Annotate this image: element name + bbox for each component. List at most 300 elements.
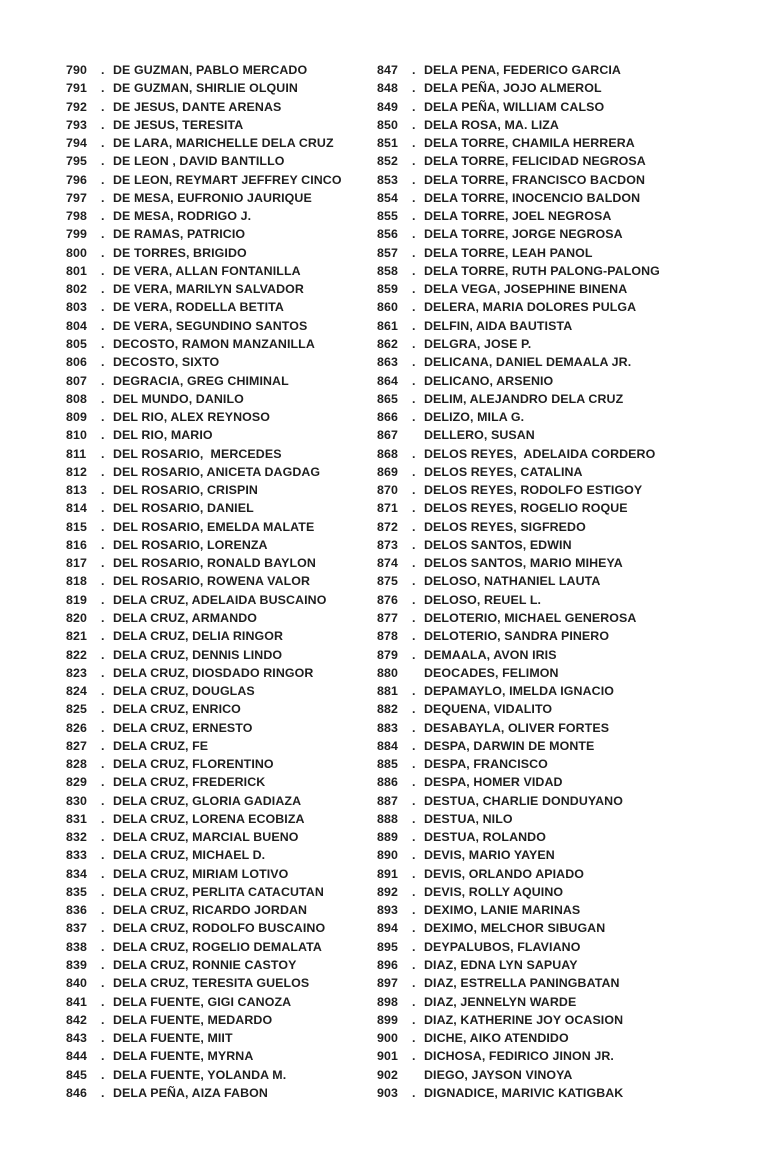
- entry-name: DELA CRUZ, ROGELIO DEMALATA: [113, 939, 322, 954]
- entry-separator-dot: .: [412, 556, 416, 571]
- entry-number: 887: [377, 793, 398, 808]
- entry-number: 865: [377, 391, 398, 406]
- entry-separator-dot: .: [101, 391, 105, 406]
- entry-number: 793: [66, 117, 87, 132]
- entry-number: 810: [66, 428, 87, 443]
- entry-name: DESPA, FRANCISCO: [424, 757, 548, 772]
- name-list-column-right: [377, 61, 737, 1102]
- entry-separator-dot: .: [101, 154, 105, 169]
- entry-separator-dot: .: [101, 738, 105, 753]
- list-entry: [377, 901, 737, 919]
- entry-separator-dot: .: [412, 939, 416, 954]
- list-entry: [377, 627, 737, 645]
- list-entry: [66, 1011, 378, 1029]
- entry-number: 845: [66, 1067, 87, 1082]
- entry-separator-dot: .: [101, 574, 105, 589]
- entry-separator-dot: .: [412, 318, 416, 333]
- list-entry: [66, 682, 378, 700]
- entry-name: DEPAMAYLO, IMELDA IGNACIO: [424, 684, 614, 699]
- entry-name: DELA PEÑA, JOJO ALMEROL: [424, 81, 602, 96]
- entry-separator-dot: .: [412, 629, 416, 644]
- entry-number: 869: [377, 464, 398, 479]
- list-entry: [377, 737, 737, 755]
- entry-name: DEMAALA, AVON IRIS: [424, 647, 557, 662]
- entry-separator-dot: .: [101, 976, 105, 991]
- entry-number: 898: [377, 994, 398, 1009]
- entry-separator-dot: .: [412, 483, 416, 498]
- entry-number: 841: [66, 994, 87, 1009]
- entry-number: 827: [66, 738, 87, 753]
- entry-separator-dot: .: [101, 647, 105, 662]
- entry-separator-dot: .: [412, 209, 416, 224]
- entry-name: DE VERA, MARILYN SALVADOR: [113, 282, 304, 297]
- list-entry: [377, 591, 737, 609]
- entry-number: 871: [377, 501, 398, 516]
- entry-name: DELOTERIO, MICHAEL GENEROSA: [424, 610, 637, 625]
- entry-number: 847: [377, 63, 398, 77]
- entry-name: DELOS REYES, CATALINA: [424, 464, 583, 479]
- list-entry: [377, 1066, 737, 1084]
- list-entry: [66, 883, 378, 901]
- entry-name: DELOS REYES, ROGELIO ROQUE: [424, 501, 628, 516]
- entry-name: DECOSTO, RAMON MANZANILLA: [113, 336, 315, 351]
- list-entry: [66, 865, 378, 883]
- list-entry: [377, 536, 737, 554]
- entry-name: DE GUZMAN, PABLO MERCADO: [113, 63, 308, 77]
- entry-name: DE VERA, SEGUNDINO SANTOS: [113, 318, 308, 333]
- entry-separator-dot: .: [412, 775, 416, 790]
- list-entry: [377, 353, 737, 371]
- entry-name: DESTUA, CHARLIE DONDUYANO: [424, 793, 623, 808]
- entry-number: 896: [377, 958, 398, 973]
- entry-separator-dot: .: [101, 592, 105, 607]
- entry-separator-dot: .: [101, 99, 105, 114]
- entry-name: DEVIS, MARIO YAYEN: [424, 848, 555, 863]
- entry-name: DELA CRUZ, ADELAIDA BUSCAINO: [113, 592, 327, 607]
- entry-number: 829: [66, 775, 87, 790]
- entry-separator-dot: .: [101, 117, 105, 132]
- entry-name: DELGRA, JOSE P.: [424, 336, 532, 351]
- entry-separator-dot: .: [101, 483, 105, 498]
- entry-number: 815: [66, 519, 87, 534]
- list-entry: [66, 518, 378, 536]
- entry-name: DELOTERIO, SANDRA PINERO: [424, 629, 610, 644]
- entry-separator-dot: .: [412, 537, 416, 552]
- list-entry: [66, 61, 378, 79]
- entry-separator-dot: .: [101, 1067, 105, 1082]
- list-entry: [66, 719, 378, 737]
- list-entry: [66, 773, 378, 791]
- entry-name: DELA CRUZ, DELIA RINGOR: [113, 629, 284, 644]
- list-entry: [66, 116, 378, 134]
- entry-separator-dot: .: [101, 702, 105, 717]
- list-entry: [66, 225, 378, 243]
- entry-name: DELA PENA, FEDERICO GARCIA: [424, 63, 621, 77]
- entry-number: 819: [66, 592, 87, 607]
- list-entry: [377, 98, 737, 116]
- entry-separator-dot: .: [101, 263, 105, 278]
- list-entry: [377, 134, 737, 152]
- list-entry: [66, 298, 378, 316]
- entry-number: 832: [66, 830, 87, 845]
- entry-number: 875: [377, 574, 398, 589]
- entry-number: 835: [66, 884, 87, 899]
- entry-separator-dot: .: [101, 537, 105, 552]
- entry-name: DELA TORRE, RUTH PALONG-PALONG: [424, 263, 660, 278]
- list-entry: [377, 1084, 737, 1102]
- entry-number: 861: [377, 318, 398, 333]
- entry-number: 857: [377, 245, 398, 260]
- entry-name: DELA FUENTE, MIIT: [113, 1031, 233, 1046]
- entry-number: 798: [66, 209, 87, 224]
- list-entry: [66, 993, 378, 1011]
- entry-number: 876: [377, 592, 398, 607]
- list-entry: [66, 664, 378, 682]
- entry-name: DICHE, AIKO ATENDIDO: [424, 1031, 569, 1046]
- entry-number: 814: [66, 501, 87, 516]
- entry-name: DELA CRUZ, ERNESTO: [113, 720, 253, 735]
- entry-number: 878: [377, 629, 398, 644]
- entry-number: 866: [377, 410, 398, 425]
- entry-separator-dot: .: [101, 519, 105, 534]
- list-entry: [377, 719, 737, 737]
- entry-name: DEL ROSARIO, DANIEL: [113, 501, 254, 516]
- entry-separator-dot: .: [101, 884, 105, 899]
- entry-name: DESTUA, ROLANDO: [424, 830, 546, 845]
- entry-name: DEXIMO, MELCHOR SIBUGAN: [424, 921, 606, 936]
- entry-name: DEVIS, ORLANDO APIADO: [424, 866, 584, 881]
- list-entry: [66, 426, 378, 444]
- entry-name: DELOS REYES, ADELAIDA CORDERO: [424, 446, 656, 461]
- entry-separator-dot: .: [101, 355, 105, 370]
- entry-separator-dot: .: [101, 1049, 105, 1064]
- entry-number: 897: [377, 976, 398, 991]
- entry-name: DESPA, DARWIN DE MONTE: [424, 738, 595, 753]
- entry-number: 879: [377, 647, 398, 662]
- entry-separator-dot: .: [412, 63, 416, 77]
- entry-separator-dot: .: [412, 1085, 416, 1100]
- list-entry: [66, 609, 378, 627]
- list-entry: [377, 682, 737, 700]
- entry-separator-dot: .: [412, 501, 416, 516]
- entry-separator-dot: .: [101, 757, 105, 772]
- entry-separator-dot: .: [101, 172, 105, 187]
- entry-name: DELA CRUZ, DIOSDADO RINGOR: [113, 665, 314, 680]
- entry-name: DELOS REYES, RODOLFO ESTIGOY: [424, 483, 643, 498]
- list-entry: [377, 207, 737, 225]
- list-entry: [66, 737, 378, 755]
- list-entry: [66, 919, 378, 937]
- list-entry: [377, 463, 737, 481]
- list-entry: [66, 536, 378, 554]
- entry-number: 856: [377, 227, 398, 242]
- entry-separator-dot: .: [101, 684, 105, 699]
- entry-name: DELIM, ALEJANDRO DELA CRUZ: [424, 391, 624, 406]
- list-entry: [66, 810, 378, 828]
- entry-number: 821: [66, 629, 87, 644]
- entry-separator-dot: .: [412, 117, 416, 132]
- entry-name: DEVIS, ROLLY AQUINO: [424, 884, 564, 899]
- entry-name: DEL ROSARIO, RONALD BAYLON: [113, 556, 316, 571]
- list-entry: [377, 262, 737, 280]
- entry-name: DELOS REYES, SIGFREDO: [424, 519, 586, 534]
- entry-number: 899: [377, 1012, 398, 1027]
- entry-name: DE LEON, REYMART JEFFREY CINCO: [113, 172, 342, 187]
- entry-name: DELA FUENTE, MYRNA: [113, 1049, 254, 1064]
- list-entry: [377, 481, 737, 499]
- entry-number: 884: [377, 738, 398, 753]
- entry-separator-dot: .: [101, 428, 105, 443]
- entry-separator-dot: .: [101, 282, 105, 297]
- list-entry: [377, 408, 737, 426]
- list-entry: [377, 974, 737, 992]
- entry-separator-dot: .: [101, 81, 105, 96]
- entry-number: 799: [66, 227, 87, 242]
- entry-number: 816: [66, 537, 87, 552]
- entry-number: 858: [377, 263, 398, 278]
- entry-number: 889: [377, 830, 398, 845]
- entry-separator-dot: .: [412, 903, 416, 918]
- list-entry: [66, 445, 378, 463]
- entry-separator-dot: .: [412, 958, 416, 973]
- entry-separator-dot: .: [101, 848, 105, 863]
- entry-number: 817: [66, 556, 87, 571]
- entry-separator-dot: .: [101, 227, 105, 242]
- entry-separator-dot: .: [412, 519, 416, 534]
- entry-separator-dot: .: [101, 665, 105, 680]
- entry-separator-dot: .: [101, 958, 105, 973]
- list-entry: [66, 463, 378, 481]
- entry-separator-dot: .: [412, 263, 416, 278]
- entry-number: 825: [66, 702, 87, 717]
- list-entry: [377, 61, 737, 79]
- list-entry: [66, 317, 378, 335]
- entry-separator-dot: .: [101, 830, 105, 845]
- list-entry: [377, 426, 737, 444]
- entry-separator-dot: .: [412, 811, 416, 826]
- entry-name: DELA CRUZ, RONNIE CASTOY: [113, 958, 297, 973]
- entry-name: DELA TORRE, JOEL NEGROSA: [424, 209, 612, 224]
- entry-name: DEL ROSARIO, ANICETA DAGDAG: [113, 464, 321, 479]
- entry-number: 855: [377, 209, 398, 224]
- list-entry: [66, 591, 378, 609]
- entry-name: DEXIMO, LANIE MARINAS: [424, 903, 581, 918]
- list-entry: [66, 152, 378, 170]
- entry-separator-dot: .: [412, 300, 416, 315]
- list-entry: [66, 1047, 378, 1065]
- entry-number: 830: [66, 793, 87, 808]
- entry-name: DELA CRUZ, FE: [113, 738, 209, 753]
- entry-number: 874: [377, 556, 398, 571]
- entry-number: 853: [377, 172, 398, 187]
- entry-separator-dot: .: [412, 884, 416, 899]
- entry-number: 870: [377, 483, 398, 498]
- entry-name: DELA FUENTE, YOLANDA M.: [113, 1067, 287, 1082]
- entry-name: DE JESUS, DANTE ARENAS: [113, 99, 282, 114]
- entry-separator-dot: .: [101, 63, 105, 77]
- list-entry: [377, 956, 737, 974]
- entry-name: DESPA, HOMER VIDAD: [424, 775, 563, 790]
- entry-name: DELA TORRE, CHAMILA HERRERA: [424, 136, 635, 151]
- entry-number: 872: [377, 519, 398, 534]
- entry-name: DEL RIO, MARIO: [113, 428, 213, 443]
- entry-separator-dot: .: [412, 976, 416, 991]
- entry-number: 791: [66, 81, 87, 96]
- entry-name: DESABAYLA, OLIVER FORTES: [424, 720, 610, 735]
- list-entry: [66, 572, 378, 590]
- list-entry: [66, 408, 378, 426]
- entry-name: DEOCADES, FELIMON: [424, 665, 559, 680]
- entry-number: 891: [377, 866, 398, 881]
- list-entry: [377, 171, 737, 189]
- entry-number: 868: [377, 446, 398, 461]
- entry-number: 902: [377, 1067, 398, 1082]
- name-list-column-left: [66, 61, 378, 1102]
- entry-separator-dot: .: [412, 464, 416, 479]
- list-entry: [66, 79, 378, 97]
- entry-name: DIAZ, EDNA LYN SAPUAY: [424, 958, 578, 973]
- list-entry: [66, 390, 378, 408]
- list-entry: [377, 116, 737, 134]
- list-entry: [377, 335, 737, 353]
- list-entry: [377, 1029, 737, 1047]
- list-entry: [66, 554, 378, 572]
- entry-separator-dot: .: [412, 738, 416, 753]
- entry-separator-dot: .: [101, 939, 105, 954]
- entry-name: DECOSTO, SIXTO: [113, 355, 220, 370]
- entry-number: 833: [66, 848, 87, 863]
- entry-separator-dot: .: [412, 720, 416, 735]
- entry-separator-dot: .: [101, 373, 105, 388]
- entry-separator-dot: .: [101, 903, 105, 918]
- entry-name: DEQUENA, VIDALITO: [424, 702, 553, 717]
- entry-separator-dot: .: [412, 684, 416, 699]
- entry-number: 797: [66, 190, 87, 205]
- entry-separator-dot: .: [101, 775, 105, 790]
- entry-name: DELLERO, SUSAN: [424, 428, 535, 443]
- entry-name: DEL ROSARIO, MERCEDES: [113, 446, 282, 461]
- list-entry: [377, 993, 737, 1011]
- entry-separator-dot: .: [412, 1012, 416, 1027]
- list-entry: [377, 79, 737, 97]
- entry-number: 823: [66, 665, 87, 680]
- list-entry: [66, 372, 378, 390]
- entry-number: 828: [66, 757, 87, 772]
- entry-name: DE JESUS, TERESITA: [113, 117, 244, 132]
- entry-name: DELA CRUZ, RODOLFO BUSCAINO: [113, 921, 326, 936]
- list-entry: [377, 298, 737, 316]
- list-entry: [66, 335, 378, 353]
- list-entry: [377, 554, 737, 572]
- entry-name: DE MESA, RODRIGO J.: [113, 209, 252, 224]
- entry-number: 848: [377, 81, 398, 96]
- entry-separator-dot: .: [412, 227, 416, 242]
- entry-separator-dot: .: [412, 574, 416, 589]
- entry-name: DEGRACIA, GREG CHIMINAL: [113, 373, 289, 388]
- entry-separator-dot: .: [412, 410, 416, 425]
- list-entry: [377, 445, 737, 463]
- entry-number: 813: [66, 483, 87, 498]
- entry-name: DELA VEGA, JOSEPHINE BINENA: [424, 282, 628, 297]
- list-entry: [377, 609, 737, 627]
- list-entry: [377, 189, 737, 207]
- entry-number: 824: [66, 684, 87, 699]
- entry-number: 796: [66, 172, 87, 187]
- list-entry: [377, 317, 737, 335]
- entry-name: DELA ROSA, MA. LIZA: [424, 117, 559, 132]
- entry-number: 840: [66, 976, 87, 991]
- entry-name: DELA CRUZ, MICHAEL D.: [113, 848, 266, 863]
- entry-name: DELA CRUZ, MIRIAM LOTIVO: [113, 866, 289, 881]
- entry-number: 790: [66, 63, 87, 77]
- entry-name: DELERA, MARIA DOLORES PULGA: [424, 300, 637, 315]
- entry-number: 803: [66, 300, 87, 315]
- list-entry: [66, 244, 378, 262]
- entry-number: 873: [377, 537, 398, 552]
- entry-name: DELA TORRE, FRANCISCO BACDON: [424, 172, 646, 187]
- entry-separator-dot: .: [101, 811, 105, 826]
- list-entry: [66, 901, 378, 919]
- list-entry: [66, 262, 378, 280]
- entry-name: DELA TORRE, INOCENCIO BALDON: [424, 190, 641, 205]
- list-entry: [66, 280, 378, 298]
- entry-name: DE GUZMAN, SHIRLIE OLQUIN: [113, 81, 298, 96]
- entry-separator-dot: .: [412, 647, 416, 662]
- list-entry: [66, 499, 378, 517]
- list-entry: [66, 846, 378, 864]
- entry-number: 843: [66, 1031, 87, 1046]
- list-entry: [377, 938, 737, 956]
- entry-separator-dot: .: [101, 629, 105, 644]
- list-entry: [377, 372, 737, 390]
- entry-separator-dot: .: [101, 610, 105, 625]
- entry-separator-dot: .: [101, 921, 105, 936]
- entry-name: DELICANA, DANIEL DEMAALA JR.: [424, 355, 632, 370]
- list-entry: [377, 1011, 737, 1029]
- entry-number: 892: [377, 884, 398, 899]
- entry-name: DELFIN, AIDA BAUTISTA: [424, 318, 573, 333]
- list-entry: [377, 1047, 737, 1065]
- entry-separator-dot: .: [412, 446, 416, 461]
- list-entry: [66, 792, 378, 810]
- entry-name: DELA FUENTE, GIGI CANOZA: [113, 994, 292, 1009]
- entry-number: 886: [377, 775, 398, 790]
- entry-name: DELA CRUZ, FLORENTINO: [113, 757, 274, 772]
- entry-name: DEL ROSARIO, EMELDA MALATE: [113, 519, 315, 534]
- entry-number: 885: [377, 757, 398, 772]
- entry-separator-dot: .: [412, 81, 416, 96]
- list-entry: [377, 225, 737, 243]
- entry-name: DEYPALUBOS, FLAVIANO: [424, 939, 581, 954]
- entry-name: DELA CRUZ, DENNIS LINDO: [113, 647, 283, 662]
- entry-number: 890: [377, 848, 398, 863]
- entry-name: DELOS SANTOS, EDWIN: [424, 537, 572, 552]
- entry-separator-dot: .: [412, 99, 416, 114]
- entry-separator-dot: .: [101, 300, 105, 315]
- entry-number: 831: [66, 811, 87, 826]
- entry-name: DELOS SANTOS, MARIO MIHEYA: [424, 556, 623, 571]
- entry-name: DEL ROSARIO, LORENZA: [113, 537, 268, 552]
- entry-separator-dot: .: [101, 410, 105, 425]
- entry-number: 807: [66, 373, 87, 388]
- list-entry: [66, 134, 378, 152]
- entry-name: DELA CRUZ, MARCIAL BUENO: [113, 830, 299, 845]
- entry-separator-dot: .: [101, 793, 105, 808]
- entry-number: 839: [66, 958, 87, 973]
- entry-separator-dot: .: [412, 391, 416, 406]
- list-entry: [377, 755, 737, 773]
- list-entry: [66, 1066, 378, 1084]
